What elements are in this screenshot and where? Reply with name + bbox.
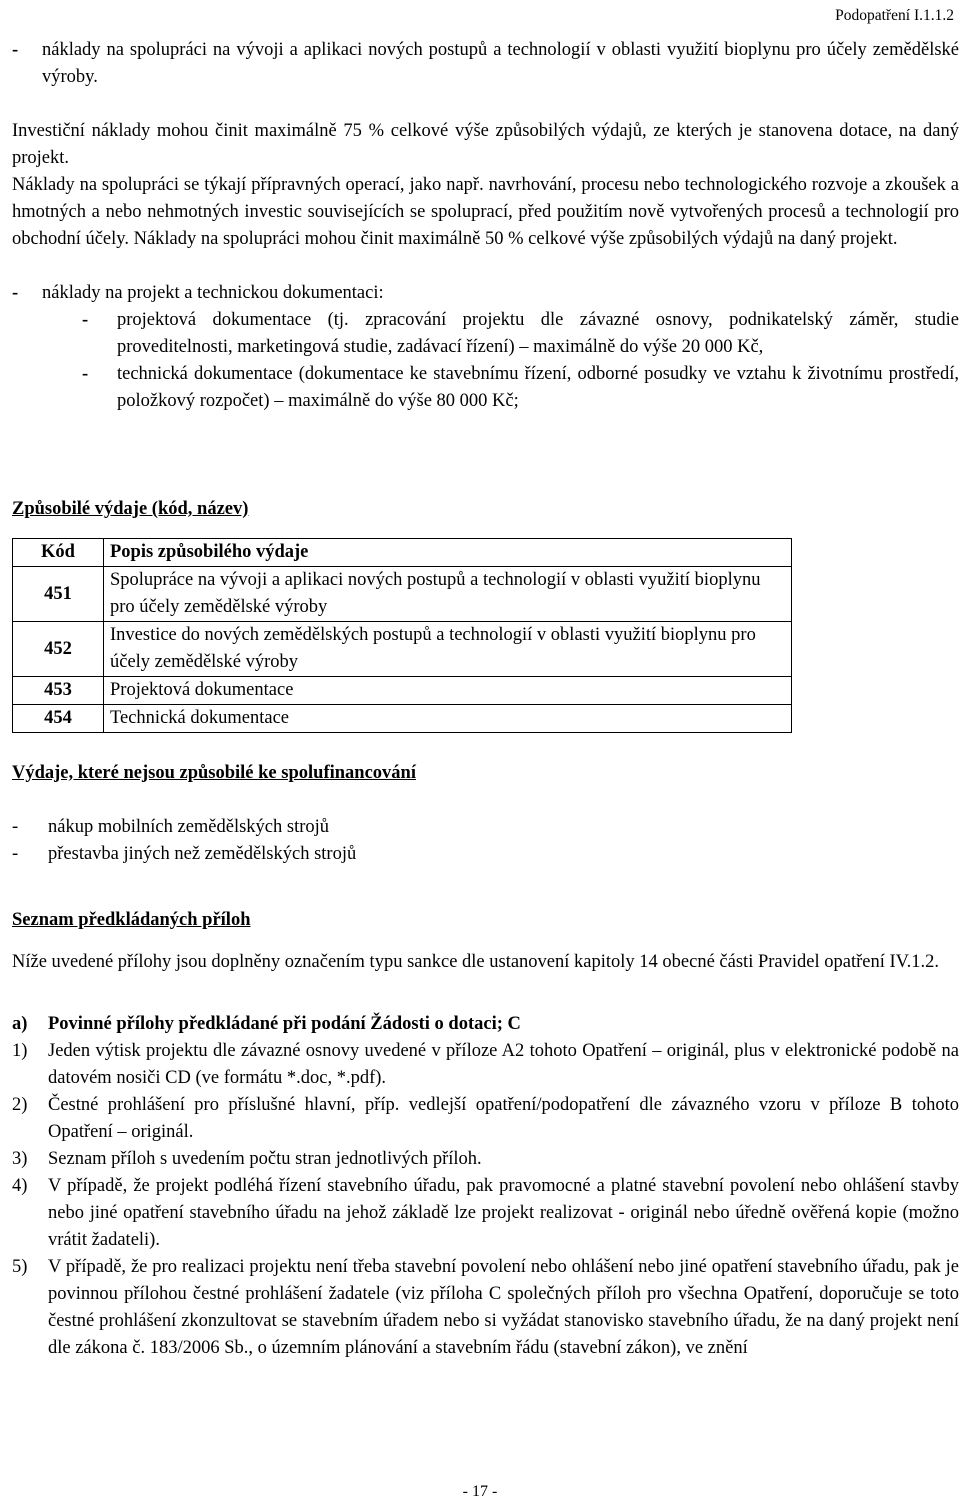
eligible-expenses-table bbox=[12, 538, 792, 733]
list-item bbox=[12, 1092, 959, 1146]
page-content bbox=[12, 37, 959, 1362]
table-row bbox=[13, 705, 792, 733]
list-item bbox=[12, 1146, 959, 1173]
column-header-code: Kód bbox=[13, 539, 104, 567]
expense-description: Investice do nových zemědělských postupů a technologií v oblasti využití bioplynu pro účely zemědělské výroby bbox=[104, 622, 792, 677]
attachments-heading: Seznam předkládaných příloh bbox=[12, 910, 251, 930]
attachments-intro: Níže uvedené přílohy jsou doplněny označením typu sankce dle ustanovení kapitoly 14 obecné části Pravidel opatření IV.1.2. bbox=[12, 952, 939, 972]
expense-description: Spolupráce na vývoji a aplikaci nových postupů a technologií v oblasti využití bioplynu pro účely zemědělské výroby bbox=[104, 567, 792, 622]
project-costs-label: náklady na projekt a technickou dokumentaci: bbox=[42, 283, 384, 303]
column-header-description: Popis způsobilého výdaje bbox=[104, 539, 792, 567]
item-text: Seznam příloh s uvedením počtu stran jednotlivých příloh. bbox=[48, 1149, 482, 1169]
item-text: Jeden výtisk projektu dle závazné osnovy uvedené v příloze A2 tohoto Opatření – originál, plus v elektronické podobě na datovém nosiči CD (ve formátu *.doc, *.pdf). bbox=[48, 1041, 959, 1088]
expense-code: 454 bbox=[13, 705, 104, 733]
ineligible-list-item bbox=[12, 814, 959, 841]
item-text: Čestné prohlášení pro příslušné hlavní, příp. vedlejší opatření/podopatření dle závazného vzoru v příloze B tohoto Opatření – originál. bbox=[48, 1095, 959, 1142]
technical-doc-text: technická dokumentace (dokumentace ke stavebnímu řízení, odborné posudky ve vztahu k životnímu prostředí, položkový rozpočet) – maximálně do výše 80 000 Kč; bbox=[117, 364, 959, 411]
expense-code: 453 bbox=[13, 677, 104, 705]
project-sub-item bbox=[82, 307, 959, 361]
ineligible-list-item bbox=[12, 841, 959, 868]
intro-item-text: náklady na spolupráci na vývoji a aplikaci nových postupů a technologií v oblasti využití bioplynu pro účely zemědělské výroby. bbox=[42, 40, 959, 87]
attachments-list bbox=[12, 1038, 959, 1362]
ineligible-item-text: nákup mobilních zemědělských strojů bbox=[48, 817, 330, 837]
list-item bbox=[12, 1038, 959, 1092]
ineligible-item-text: přestavba jiných než zemědělských strojů bbox=[48, 844, 357, 864]
item-number: 4) bbox=[12, 1176, 28, 1196]
intro-list-item bbox=[12, 37, 959, 91]
bullet-dash: - bbox=[82, 364, 89, 384]
table-header-row bbox=[13, 539, 792, 567]
item-number: 3) bbox=[12, 1149, 28, 1169]
project-costs-item bbox=[12, 280, 959, 307]
expense-code: 452 bbox=[13, 622, 104, 677]
invest-paragraph: Investiční náklady mohou činit maximálně 75 % celkové výše způsobilých výdajů, ze kterých je stanovena dotace, na daný projekt. bbox=[12, 121, 959, 168]
page-header: Podopatření I.1.1.2 bbox=[835, 7, 954, 24]
bullet-dash: - bbox=[12, 844, 19, 864]
expense-description: Technická dokumentace bbox=[104, 705, 792, 733]
bullet-dash: - bbox=[82, 310, 89, 330]
table-row bbox=[13, 622, 792, 677]
project-doc-text: projektová dokumentace (tj. zpracování projektu dle závazné osnovy, podnikatelský záměr, studie proveditelnosti, marketingová studie, zadávací řízení) – maximálně do výše 20 000 Kč, bbox=[117, 310, 959, 357]
mandatory-attachments-heading bbox=[12, 1011, 959, 1038]
item-text: V případě, že projekt podléhá řízení stavebního úřadu, pak pravomocné a platné stavební povolení nebo ohlášení stavby nebo jiné opatření stavebního úřadu na jehož základě lze projekt realizovat - originál nebo úředně ověřená kopie (možno vrátit žadateli). bbox=[48, 1176, 959, 1250]
cooperation-paragraph: Náklady na spolupráci se týkají přípravných operací, jako např. navrhování, procesu nebo technologického rozvoje a zkoušek a hmotných a nebo nehmotných investic souvisejících se spoluprací, před použitím nově vytvořených procesů a technologií pro obchodní účely. Náklady na spolupráci mohou činit maximálně 50 % celkové výše způsobilých výdajů na daný projekt. bbox=[12, 175, 959, 249]
eligible-heading: Způsobilé výdaje (kód, název) bbox=[12, 499, 249, 519]
mandatory-attachments-title: Povinné přílohy předkládané při podání Žádosti o dotaci; C bbox=[48, 1014, 521, 1034]
page-number: - 17 - bbox=[462, 1483, 498, 1500]
item-number: 2) bbox=[12, 1095, 28, 1115]
list-item bbox=[12, 1173, 959, 1254]
item-text: V případě, že pro realizaci projektu není třeba stavební povolení nebo ohlášení nebo jiné opatření stavebního úřadu, pak je povinnou přílohou čestné prohlášení žadatele (viz příloha C společných příloh pro všechna Opatření, doporučuje se toto čestné prohlášení zkonzultovat se stavebním úřadem nebo si vyžádat stanovisko stavebního úřadu, že na daný projekt není dle zákona č. 183/2006 Sb., o územním plánování a stavebním řádu (stavební zákon), ve znění bbox=[48, 1257, 959, 1358]
table-row bbox=[13, 677, 792, 705]
ineligible-heading: Výdaje, které nejsou způsobilé ke spolufinancování bbox=[12, 763, 416, 783]
list-item bbox=[12, 1254, 959, 1362]
item-number: 5) bbox=[12, 1257, 28, 1277]
expense-description: Projektová dokumentace bbox=[104, 677, 792, 705]
bullet-dash: - bbox=[12, 817, 19, 837]
item-number: 1) bbox=[12, 1041, 28, 1061]
expense-code: 451 bbox=[13, 567, 104, 622]
table-row bbox=[13, 567, 792, 622]
list-marker: a) bbox=[12, 1014, 28, 1034]
bullet-dash: - bbox=[12, 283, 19, 303]
bullet-dash: - bbox=[12, 40, 19, 60]
project-sub-item bbox=[82, 361, 959, 415]
